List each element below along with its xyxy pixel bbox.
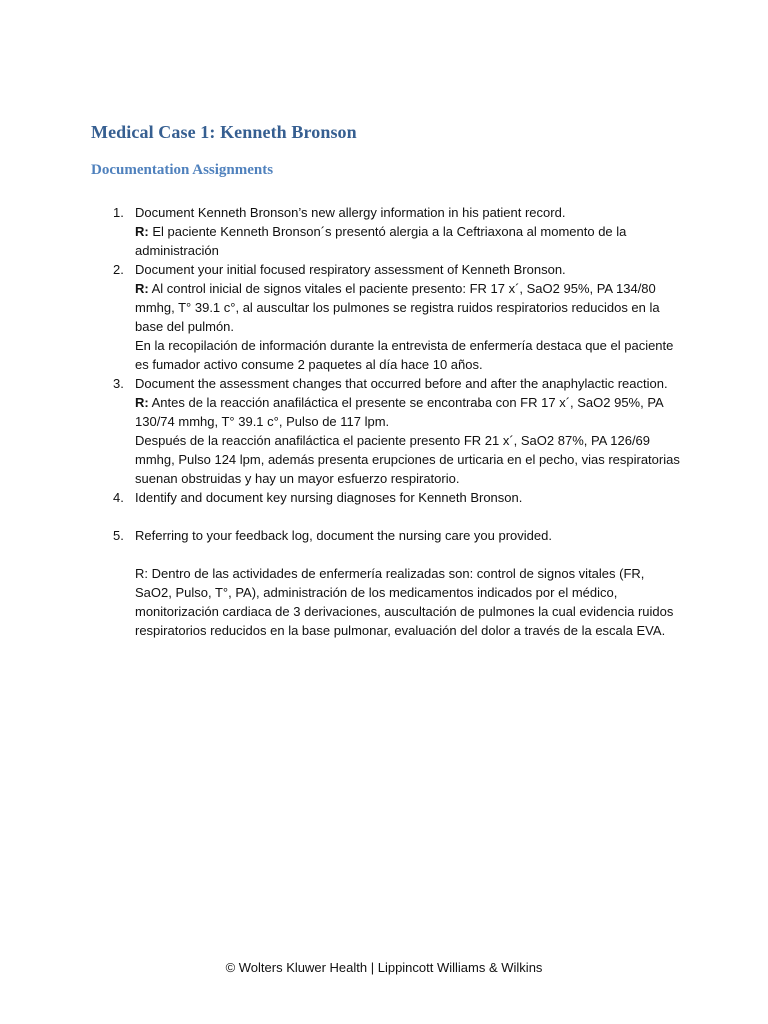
copyright-footer: © Wolters Kluwer Health | Lippincott Williams & Wilkins — [225, 960, 543, 975]
assignment-item-2 — [113, 260, 683, 374]
item-number: 4. — [113, 490, 124, 505]
item-number: 2. — [113, 262, 124, 277]
answer-prefix: R: — [135, 224, 149, 239]
item-answer: R: Dentro de las actividades de enfermería realizadas son: control de signos vitales (FR, SaO2, Pulso, T°, PA), administración de los medicamentos indicados por el médico, monitorización cardiaca de 3 derivaciones, auscultación de pulmones la cual evidencia ruidos respiratorios reducidos en la base pulmonar, evaluación del dolor a través de la escala EVA. — [135, 566, 674, 638]
item-question: Referring to your feedback log, document the nursing care you provided. — [135, 528, 552, 543]
answer-prefix: R: — [135, 395, 149, 410]
blank-line — [135, 545, 683, 564]
section-title: Documentation Assignments — [91, 162, 274, 178]
answer-text: Al control inicial de signos vitales el paciente presento: FR 17 x´, SaO2 95%, PA 134/80 mmhg, T° 39.1 c°, al auscultar los pulmones se registra ruidos respiratorios reducidos en la base del pulmón. — [135, 281, 660, 334]
assignment-list — [113, 203, 683, 640]
item-answer-continued: Después de la reacción anafiláctica el paciente presento FR 21 x´, SaO2 87%, PA 126/69 mmhg, Pulso 124 lpm, además presenta erupciones de urticaria en el pecho, vias respiratorias suenan obstruidas y hay un mayor esfuerzo respiratorio. — [135, 433, 680, 486]
answer-prefix: R: — [135, 281, 149, 296]
item-question: Identify and document key nursing diagnoses for Kenneth Bronson. — [135, 490, 523, 505]
item-question: Document the assessment changes that occurred before and after the anaphylactic reaction. — [135, 376, 668, 391]
assignment-item-4 — [113, 488, 683, 526]
item-answer-continued: En la recopilación de información durante la entrevista de enfermería destaca que el paciente es fumador activo consume 2 paquetes al día hace 10 años. — [135, 338, 674, 372]
item-question: Document your initial focused respiratory assessment of Kenneth Bronson. — [135, 262, 566, 277]
item-answer — [135, 222, 683, 260]
item-answer — [135, 393, 683, 431]
item-number: 1. — [113, 205, 124, 220]
item-question: Document Kenneth Bronson’s new allergy information in his patient record. — [135, 205, 566, 220]
assignment-item-1 — [113, 203, 683, 260]
assignment-item-3 — [113, 374, 683, 488]
blank-line — [135, 507, 683, 526]
assignment-item-5 — [113, 526, 683, 640]
item-answer — [135, 279, 683, 336]
case-title: Medical Case 1: Kenneth Bronson — [91, 122, 357, 142]
item-number: 3. — [113, 376, 124, 391]
answer-text: Antes de la reacción anafiláctica el presente se encontraba con FR 17 x´, SaO2 95%, PA 130/74 mmhg, T° 39.1 c°, Pulso de 117 lpm. — [135, 395, 663, 429]
item-number: 5. — [113, 528, 124, 543]
answer-text: El paciente Kenneth Bronson´s presentó alergia a la Ceftriaxona al momento de la administración — [135, 224, 627, 258]
